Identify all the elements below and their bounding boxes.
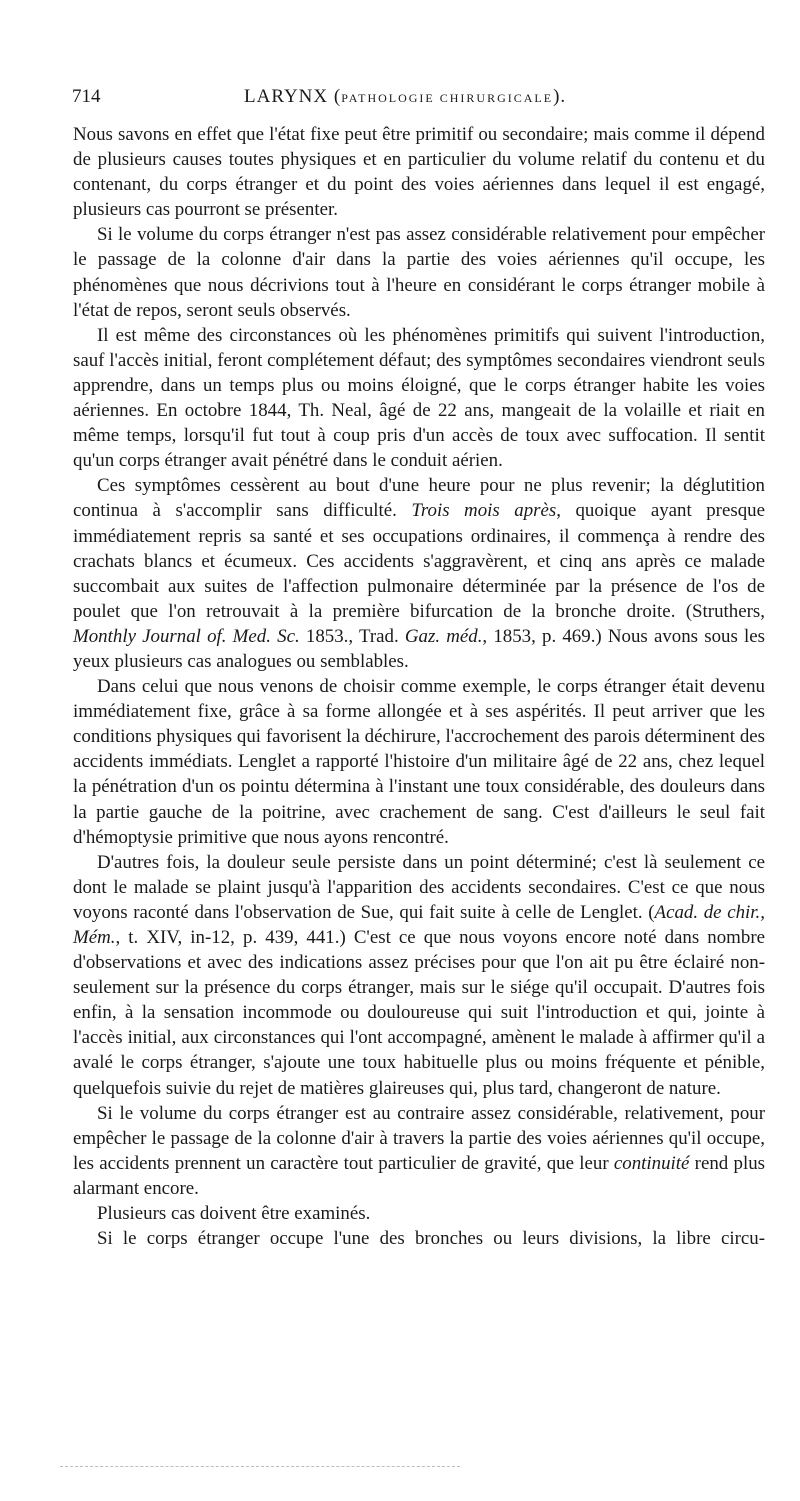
text-run: Nous savons en effet que l'état fixe peut être primitif ou secondaire; mais comme il dépend de plusieurs causes toutes physiques et en particulier du volume relatif du contenu et du contenant, du corps étranger et du point des voies aériennes dans lequel il est engagé, plusieurs cas pourront se présenter. bbox=[73, 124, 765, 221]
italic-text: Trois mois après bbox=[411, 500, 557, 522]
italic-text: Gaz. méd. bbox=[404, 625, 483, 647]
italic-text: Monthly Journal of. Med. Sc. bbox=[73, 625, 300, 647]
text-run: , 1853, p. 469.) Nous avons sous les yeux plusieurs cas analogues ou semblables. bbox=[73, 625, 765, 672]
text-run: rend plus alarmant encore. bbox=[73, 1152, 765, 1199]
paragraph bbox=[73, 222, 765, 322]
text-run: 1853., Trad. bbox=[299, 625, 405, 647]
paragraph bbox=[73, 850, 765, 1101]
footer-rule bbox=[60, 1466, 460, 1467]
text-run: Si le volume du corps étranger est au contraire assez considérable, relativement, pour empêcher le passage de la colonne d'air à travers la partie des voies aériennes qu'il occupe, les accidents prennent un caractère tout particulier de gravité, que leur bbox=[73, 1102, 765, 1174]
page-number: 714 bbox=[72, 86, 101, 107]
body-text bbox=[73, 122, 765, 1251]
paragraph bbox=[73, 122, 765, 222]
text-run: , t. XIV, in-12, p. 439, 441.) C'est ce que nous voyons encore noté dans nombre d'observations et avec des indications assez précises pour que l'on ait pu être éclairé non-seulement sur la présence du corps étranger, mais sur le siége qu'il occupait. D'autres fois enfin, à la sensation incommode ou douloureuse qui suit l'introduction et qui, jointe à l'accès initial, aux circonstances qui l'ont accompagné, amènent le malade à affirmer qu'il a avalé le corps étranger, s'ajoute une toux habituelle plus ou moins fréquente et pénible, quelquefois suivie du rejet de matières glaireuses qui, plus tard, changeront de nature. bbox=[73, 927, 765, 1099]
running-header bbox=[72, 86, 762, 116]
text-run: Si le volume du corps étranger n'est pas assez considérable relativement pour empêcher le passage de la colonne d'air dans la partie des voies aériennes qu'il occupe, les phénomènes que nous décrivions tout à l'heure en considérant le corps étranger mobile à l'état de repos, seront seuls observés. bbox=[73, 224, 765, 321]
running-title-end: ). bbox=[553, 86, 567, 107]
paragraph bbox=[73, 323, 765, 474]
text-run: Dans celui que nous venons de choisir comme exemple, le corps étranger était devenu immédiatement fixe, grâce à sa forme allongée et à ses aspérités. Il peut arriver que les conditions physiques qui favorisent la déchirure, l'accrochement des parois déterminent des accidents immédiats. Lenglet a rapporté l'histoire d'un militaire âgé de 22 ans, chez lequel la pénétration d'un os pointu détermina à l'instant une toux considérable, des douleurs dans la partie gauche de la poitrine, avec crachement de sang. C'est d'ailleurs le seul fait d'hémoptysie primitive que nous ayons rencontré. bbox=[73, 676, 765, 848]
running-title bbox=[244, 86, 566, 108]
text-run: , quoique ayant presque immédiatement repris sa santé et ses occupations ordinaires, il commença à rendre des crachats blancs et écumeux. Ces accidents s'aggravèrent, et cinq ans après ce malade succombait aux suites de l'affection pulmonaire déterminée par la présence de l'os de poulet que l'on retrouvait à la première bifurcation de la bronche droite. (Struthers, bbox=[73, 500, 765, 622]
running-title-subtitle: PATHOLOGIE CHIRURGICALE bbox=[341, 91, 554, 105]
text-run: Ces symptômes cessèrent au bout d'une heure pour ne plus revenir; la déglutition continua à s'accomplir sans difficulté. bbox=[73, 475, 765, 522]
paragraph bbox=[73, 1226, 765, 1251]
paragraph bbox=[73, 1201, 765, 1226]
text-run: Il est même des circonstances où les phénomènes primitifs qui suivent l'introduction, sauf l'accès initial, feront complétement défaut; des symptômes secondaires viendront seuls apprendre, dans un temps plus ou moins éloigné, que le corps étranger habite les voies aériennes. En octobre 1844, Th. Neal, âgé de 22 ans, mangeait de la volaille et riait en même temps, lorsqu'il fut tout à coup pris d'un accès de toux avec suffocation. Il sentit qu'un corps étranger avait pénétré dans le conduit aérien. bbox=[73, 324, 765, 472]
paragraph bbox=[73, 1101, 765, 1201]
italic-text: Acad. de chir., Mém. bbox=[73, 901, 766, 948]
paragraph bbox=[73, 674, 765, 850]
text-run: Plusieurs cas doivent être examinés. bbox=[97, 1203, 371, 1225]
paragraph bbox=[73, 473, 765, 674]
text-run: Si le corps étranger occupe l'une des bronches ou leurs divisions, la libre circu- bbox=[97, 1228, 765, 1250]
italic-text: continuité bbox=[613, 1152, 690, 1174]
text-run: D'autres fois, la douleur seule persiste dans un point déterminé; c'est là seulement ce dont le malade se plaint jusqu'à l'apparition des accidents secondaires. C'est ce que nous voyons raconté dans l'observation de Sue, qui fait suite à celle de Lenglet. ( bbox=[73, 851, 765, 923]
running-title-main: LARYNX ( bbox=[244, 86, 342, 107]
